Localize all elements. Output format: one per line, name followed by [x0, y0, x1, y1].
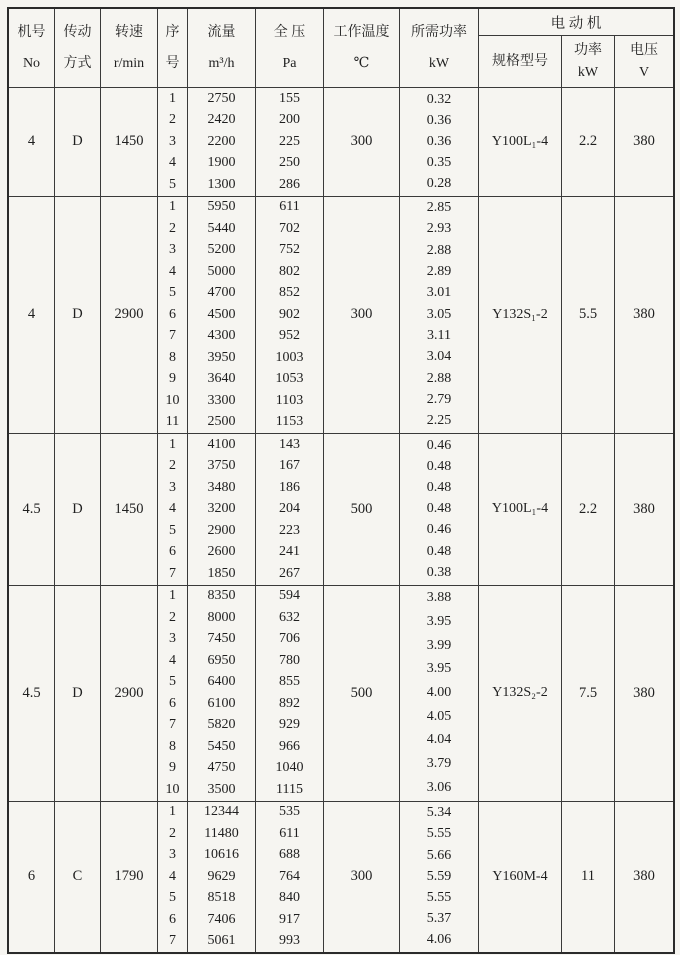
required-power-value: 0.48: [426, 543, 452, 559]
machine-no-cell: 4: [9, 88, 55, 196]
required-power-value: 0.35: [426, 154, 452, 170]
serial-cell: 4: [158, 153, 188, 175]
power-list: [400, 434, 479, 585]
flow-cell: 7406: [188, 909, 256, 931]
voltage-cell: 380: [633, 500, 655, 517]
pressure-cell: 780: [279, 652, 300, 668]
pressure-cell: 993: [279, 933, 300, 949]
pressure-cell: 1003: [275, 349, 304, 365]
flow-cell: 3640: [188, 369, 256, 391]
serial-cell: 8: [158, 347, 188, 369]
header-speed-cn: 转速: [115, 24, 143, 40]
pressure-cell: 200: [279, 112, 300, 128]
header-pressure: [256, 9, 324, 87]
machine-no-cell: 6: [9, 802, 55, 953]
flow-cell: 9629: [188, 866, 256, 888]
required-power-value: 2.89: [426, 264, 452, 280]
table-row: [158, 845, 323, 867]
pressure-cell: 855: [279, 674, 300, 690]
table-row: [158, 866, 323, 888]
drive-cell: D: [55, 586, 101, 801]
required-power-value: 4.00: [426, 684, 452, 700]
voltage-cell: 380: [633, 133, 655, 150]
power-list: [400, 88, 479, 196]
temp-cell: 500: [324, 434, 400, 585]
header-voltage-unit: V: [638, 64, 650, 80]
pressure-cell: 929: [279, 717, 300, 733]
header-motor-power: [562, 36, 615, 87]
serial-cell: 5: [158, 520, 188, 542]
table-row: [158, 218, 323, 240]
pressure-cell: 186: [279, 479, 300, 495]
header-motor-subrow: [479, 36, 673, 87]
required-power-value: 5.55: [426, 826, 452, 842]
pressure-cell: 1153: [275, 414, 304, 430]
pressure-cell: 702: [279, 220, 300, 236]
header-voltage-cn: 电压: [630, 42, 658, 58]
serial-cell: 2: [158, 607, 188, 629]
required-power-value: 3.95: [426, 613, 452, 629]
serial-cell: 2: [158, 218, 188, 240]
table-row: [158, 650, 323, 672]
pressure-cell: 267: [279, 565, 300, 581]
pressure-cell: 764: [279, 868, 300, 884]
flow-cell: 5450: [188, 736, 256, 758]
required-power-value: 3.05: [426, 306, 452, 322]
speed-cell: 2900: [101, 197, 158, 434]
required-power-value: 2.88: [426, 242, 452, 258]
serial-cell: 7: [158, 931, 188, 953]
model-cell: Y100L₁-4: [479, 88, 562, 196]
pressure-cell: 535: [279, 804, 300, 820]
table-row: [158, 110, 323, 132]
flow-cell: 2750: [188, 88, 256, 110]
table-row: [158, 758, 323, 780]
table-row: [158, 131, 323, 153]
rows-block: [158, 88, 324, 196]
flow-cell: 2900: [188, 520, 256, 542]
serial-cell: 4: [158, 499, 188, 521]
pressure-cell: 902: [279, 306, 300, 322]
header-drive-mode: [55, 9, 101, 87]
power-list: [400, 802, 479, 953]
temp-cell: 300: [324, 88, 400, 196]
serial-cell: 2: [158, 110, 188, 132]
header-serial: [158, 9, 188, 87]
table-row: [158, 88, 323, 110]
table-row: [158, 779, 323, 801]
model-cell: Y132S₁-2: [479, 197, 562, 434]
serial-cell: 7: [158, 715, 188, 737]
table-row: [158, 347, 323, 369]
required-power-value: 4.04: [426, 732, 452, 748]
table-body: [9, 88, 673, 952]
required-power-value: 2.93: [426, 221, 452, 237]
serial-cell: 5: [158, 888, 188, 910]
flow-cell: 4300: [188, 326, 256, 348]
serial-cell: 3: [158, 629, 188, 651]
flow-cell: 1900: [188, 153, 256, 175]
voltage-cell: 380: [633, 306, 655, 323]
machine-section: [9, 196, 673, 434]
rows-block: [158, 197, 324, 434]
table-row: [158, 261, 323, 283]
required-power-value: 0.38: [426, 564, 452, 580]
flow-cell: 12344: [188, 802, 256, 824]
table-row: [158, 888, 323, 910]
serial-cell: 4: [158, 866, 188, 888]
required-power-value: 2.79: [426, 391, 452, 407]
required-power-value: 0.36: [426, 133, 452, 149]
machine-no-cell: 4.5: [9, 586, 55, 801]
header-speed-unit: r/min: [113, 55, 145, 71]
table-row: [158, 153, 323, 175]
drive-cell: D: [55, 434, 101, 585]
required-power-value: 0.28: [426, 175, 452, 191]
flow-cell: 6100: [188, 693, 256, 715]
drive-cell: C: [55, 802, 101, 953]
flow-cell: 5440: [188, 218, 256, 240]
motor-power-cell: 5.5: [562, 197, 615, 434]
serial-cell: 6: [158, 693, 188, 715]
pressure-cell: 611: [279, 825, 300, 841]
required-power-value: 0.46: [426, 522, 452, 538]
temp-cell: 500: [324, 586, 400, 801]
serial-cell: 7: [158, 563, 188, 585]
serial-cell: 7: [158, 326, 188, 348]
flow-cell: 4500: [188, 304, 256, 326]
flow-cell: 5200: [188, 240, 256, 262]
serial-cell: 5: [158, 174, 188, 196]
pressure-cell: 1103: [275, 392, 304, 408]
machine-section: [9, 88, 673, 196]
flow-cell: 2420: [188, 110, 256, 132]
header-voltage: [615, 36, 673, 87]
temp-cell: 300: [324, 197, 400, 434]
machine-no-cell: 4.5: [9, 434, 55, 585]
required-power-value: 3.79: [426, 755, 452, 771]
serial-cell: 2: [158, 823, 188, 845]
serial-cell: 1: [158, 586, 188, 608]
table-row: [158, 369, 323, 391]
machine-no-cell: 4: [9, 197, 55, 434]
pressure-cell: 225: [279, 133, 300, 149]
header-pressure-unit: Pa: [282, 55, 297, 71]
header-motor-power-unit: kW: [577, 64, 599, 80]
header-machine-no: [9, 9, 55, 87]
header-flow-cn: 流量: [207, 24, 236, 40]
speed-cell: 2900: [101, 586, 158, 801]
pressure-cell: 706: [279, 631, 300, 647]
model-cell: Y132S₂-2: [479, 586, 562, 801]
flow-cell: 3950: [188, 347, 256, 369]
header-temp-unit: ℃: [353, 55, 370, 71]
model-cell: Y160M-4: [479, 802, 562, 953]
table-row: [158, 412, 323, 434]
required-power-value: 2.25: [426, 413, 452, 429]
motor-power-cell: 11: [562, 802, 615, 953]
required-power-value: 0.48: [426, 458, 452, 474]
flow-cell: 5950: [188, 197, 256, 219]
flow-cell: 11480: [188, 823, 256, 845]
required-power-value: 5.59: [426, 868, 452, 884]
table-row: [158, 931, 323, 953]
serial-cell: 5: [158, 283, 188, 305]
table-row: [158, 629, 323, 651]
flow-cell: 7450: [188, 629, 256, 651]
required-power-value: 3.01: [426, 285, 452, 301]
rows-block: [158, 586, 324, 801]
rows-block: [158, 802, 324, 953]
flow-cell: 8000: [188, 607, 256, 629]
serial-cell: 9: [158, 369, 188, 391]
table-row: [158, 304, 323, 326]
pressure-cell: 594: [279, 588, 300, 604]
header-speed: [101, 9, 158, 87]
power-list: [400, 197, 479, 434]
header-required-power-cn: 所需功率: [411, 24, 467, 40]
drive-cell: D: [55, 197, 101, 434]
table-row: [158, 390, 323, 412]
pressure-cell: 1053: [275, 371, 304, 387]
serial-cell: 3: [158, 477, 188, 499]
header-machine-no-cn: 机号: [17, 24, 46, 40]
required-power-value: 5.34: [426, 805, 452, 821]
table-row: [158, 197, 323, 219]
serial-cell: 10: [158, 390, 188, 412]
table-row: [158, 672, 323, 694]
header-serial-line1: 序: [165, 24, 180, 40]
pressure-cell: 250: [279, 155, 300, 171]
flow-cell: 6400: [188, 672, 256, 694]
pressure-cell: 892: [279, 695, 300, 711]
pressure-cell: 223: [279, 522, 300, 538]
serial-cell: 3: [158, 240, 188, 262]
serial-cell: 8: [158, 736, 188, 758]
pressure-cell: 1040: [275, 760, 304, 776]
serial-cell: 1: [158, 197, 188, 219]
flow-cell: 3200: [188, 499, 256, 521]
table-row: [158, 283, 323, 305]
table-row: [158, 909, 323, 931]
drive-cell: D: [55, 88, 101, 196]
required-power-value: 0.46: [426, 437, 452, 453]
flow-cell: 5000: [188, 261, 256, 283]
header-working-temp: [324, 9, 400, 87]
motor-power-cell: 2.2: [562, 434, 615, 585]
pressure-cell: 688: [279, 847, 300, 863]
flow-cell: 10616: [188, 845, 256, 867]
flow-cell: 4100: [188, 434, 256, 456]
serial-cell: 4: [158, 650, 188, 672]
header-flow: [188, 9, 256, 87]
model-cell: Y100L₁-4: [479, 434, 562, 585]
serial-cell: 5: [158, 672, 188, 694]
required-power-value: 3.95: [426, 661, 452, 677]
header-required-power: [400, 9, 479, 87]
header-temp-cn: 工作温度: [333, 24, 390, 40]
speed-cell: 1790: [101, 802, 158, 953]
flow-cell: 5061: [188, 931, 256, 953]
flow-cell: 5820: [188, 715, 256, 737]
pressure-cell: 204: [279, 501, 300, 517]
required-power-value: 2.88: [426, 370, 452, 386]
header-motor-power-cn: 功率: [574, 42, 602, 58]
pressure-cell: 241: [279, 544, 300, 560]
required-power-value: 4.05: [426, 708, 452, 724]
header-motor-model-label: 规格型号: [492, 53, 548, 69]
header-motor-group: [479, 9, 673, 87]
serial-cell: 3: [158, 131, 188, 153]
speed-cell: 1450: [101, 88, 158, 196]
pressure-cell: 143: [279, 436, 300, 452]
table-row: [158, 456, 323, 478]
pressure-cell: 966: [279, 738, 300, 754]
required-power-value: 0.36: [426, 112, 452, 128]
required-power-value: 4.06: [426, 932, 452, 948]
pressure-cell: 167: [279, 458, 300, 474]
required-power-value: 0.32: [426, 91, 452, 107]
serial-cell: 2: [158, 456, 188, 478]
serial-cell: 3: [158, 845, 188, 867]
table-row: [158, 823, 323, 845]
flow-cell: 1850: [188, 563, 256, 585]
pressure-cell: 155: [279, 90, 300, 106]
speed-cell: 1450: [101, 434, 158, 585]
pressure-cell: 1115: [276, 781, 303, 797]
flow-cell: 3500: [188, 779, 256, 801]
flow-cell: 8350: [188, 586, 256, 608]
required-power-value: 3.06: [426, 779, 452, 795]
flow-cell: 1300: [188, 174, 256, 196]
temp-cell: 300: [324, 802, 400, 953]
header-drive-line1: 传动: [63, 24, 92, 40]
required-power-value: 5.55: [426, 889, 452, 905]
table-row: [158, 607, 323, 629]
rows-block: [158, 434, 324, 585]
flow-cell: 4750: [188, 758, 256, 780]
flow-cell: 6950: [188, 650, 256, 672]
fan-spec-table: [7, 7, 675, 954]
machine-section: [9, 801, 673, 953]
header-pressure-cn: 全 压: [273, 24, 306, 40]
required-power-value: 3.88: [426, 590, 452, 606]
table-row: [158, 542, 323, 564]
table-row: [158, 326, 323, 348]
header-machine-no-en: No: [22, 55, 41, 71]
table-row: [158, 802, 323, 824]
motor-power-cell: 2.2: [562, 88, 615, 196]
pressure-cell: 852: [279, 285, 300, 301]
flow-cell: 2500: [188, 412, 256, 434]
flow-cell: 2600: [188, 542, 256, 564]
header-motor-model: [479, 36, 562, 87]
header-motor-title: 电 动 机: [479, 9, 673, 36]
serial-cell: 4: [158, 261, 188, 283]
table-row: [158, 736, 323, 758]
flow-cell: 3750: [188, 456, 256, 478]
required-power-value: 2.85: [426, 200, 452, 216]
table-header: [9, 9, 673, 88]
serial-cell: 9: [158, 758, 188, 780]
header-serial-line2: 号: [165, 55, 180, 71]
flow-cell: 8518: [188, 888, 256, 910]
table-row: [158, 715, 323, 737]
machine-section: [9, 433, 673, 585]
pressure-cell: 286: [279, 176, 300, 192]
table-row: [158, 520, 323, 542]
pressure-cell: 632: [279, 609, 300, 625]
flow-cell: 4700: [188, 283, 256, 305]
serial-cell: 11: [158, 412, 188, 434]
required-power-value: 0.48: [426, 501, 452, 517]
pressure-cell: 952: [279, 328, 300, 344]
pressure-cell: 802: [279, 263, 300, 279]
voltage-cell: 380: [633, 868, 655, 885]
flow-cell: 3300: [188, 390, 256, 412]
serial-cell: 6: [158, 909, 188, 931]
required-power-value: 3.04: [426, 349, 452, 365]
required-power-value: 0.48: [426, 480, 452, 495]
flow-cell: 2200: [188, 131, 256, 153]
required-power-value: 3.99: [426, 637, 452, 653]
header-flow-unit: m³/h: [208, 55, 235, 71]
machine-section: [9, 585, 673, 801]
table-row: [158, 434, 323, 456]
serial-cell: 6: [158, 304, 188, 326]
table-row: [158, 586, 323, 608]
table-row: [158, 693, 323, 715]
pressure-cell: 611: [279, 199, 300, 215]
required-power-value: 3.11: [427, 328, 451, 344]
header-required-power-unit: kW: [428, 55, 450, 71]
pressure-cell: 917: [279, 911, 300, 927]
motor-power-cell: 7.5: [562, 586, 615, 801]
serial-cell: 1: [158, 434, 188, 456]
serial-cell: 6: [158, 542, 188, 564]
table-row: [158, 174, 323, 196]
table-row: [158, 499, 323, 521]
required-power-value: 5.37: [426, 911, 452, 927]
required-power-value: 5.66: [426, 847, 452, 863]
table-row: [158, 563, 323, 585]
power-list: [400, 586, 479, 801]
serial-cell: 1: [158, 88, 188, 110]
table-row: [158, 477, 323, 499]
pressure-cell: 840: [279, 890, 300, 906]
table-row: [158, 240, 323, 262]
flow-cell: 3480: [188, 477, 256, 499]
serial-cell: 10: [158, 779, 188, 801]
pressure-cell: 752: [279, 242, 300, 258]
voltage-cell: 380: [633, 684, 655, 701]
serial-cell: 1: [158, 802, 188, 824]
header-drive-line2: 方式: [63, 55, 92, 71]
